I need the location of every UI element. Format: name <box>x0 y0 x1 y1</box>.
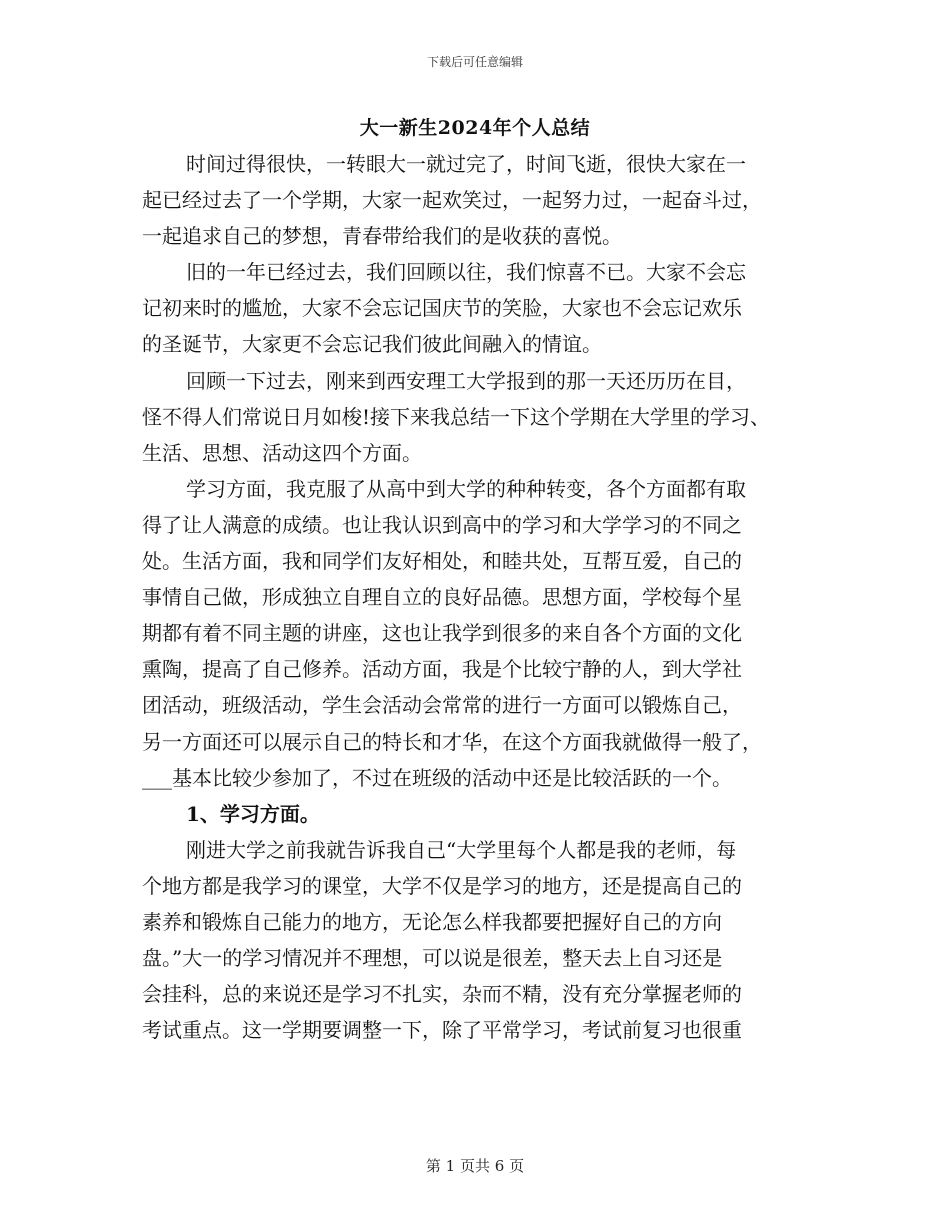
body-line: 旧的一年已经过去，我们回顾以往，我们惊喜不已。大家不会忘 <box>186 260 746 285</box>
body-line: 团活动，班级活动，学生会活动会常常的进行一方面可以锻炼自己， <box>142 693 742 718</box>
body-line: 处。生活方面，我和同学们友好相处，和睦共处，互帮互爱，自己的 <box>142 549 742 574</box>
body-line: 个地方都是我学习的课堂，大学不仅是学习的地方，还是提高自己的 <box>142 873 742 898</box>
body-line: 事情自己做，形成独立自理自立的良好品德。思想方面，学校每个星 <box>142 585 742 610</box>
document-title: 大一新生2024年个人总结 <box>359 117 591 139</box>
body-line: 会挂科，总的来说还是学习不扎实，杂而不精，没有充分掌握老师的 <box>142 982 742 1007</box>
document-body <box>142 146 842 1048</box>
body-line: 期都有着不同主题的讲座，这也让我学到很多的来自各个方面的文化 <box>142 621 742 646</box>
body-line: 回顾一下过去，刚来到西安理工大学报到的那一天还历历在目， <box>186 368 746 393</box>
body-line: 一起追求自己的梦想，青春带给我们的是收获的喜悦。 <box>142 224 622 249</box>
body-line: 怪不得人们常说日月如梭!接下来我总结一下这个学期在大学里的学习、 <box>142 404 771 429</box>
body-line: 刚进大学之前我就告诉我自己“大学里每个人都是我的老师，每 <box>186 837 737 862</box>
body-line: 考试重点。这一学期要调整一下，除了平常学习，考试前复习也很重 <box>142 1018 742 1043</box>
body-line: 盘。”大一的学习情况并不理想，可以说是很差，整天去上自习还是 <box>142 946 723 971</box>
body-line: 得了让人满意的成绩。也让我认识到高中的学习和大学学习的不同之 <box>142 512 742 537</box>
body-line: 时间过得很快，一转眼大一就过完了，时间飞逝，很快大家在一 <box>186 152 746 176</box>
body-line: 记初来时的尴尬，大家不会忘记国庆节的笑脸，大家也不会忘记欢乐 <box>142 296 742 321</box>
page-number: 第 1 页共 6 页 <box>425 1157 525 1175</box>
body-line: 另一方面还可以展示自己的特长和才华，在这个方面我就做得一般了， <box>142 729 762 754</box>
body-line: 学习方面，我克服了从高中到大学的种种转变，各个方面都有取 <box>186 476 746 501</box>
body-line: ___基本比较少参加了，不过在班级的活动中还是比较活跃的一个。 <box>142 765 732 790</box>
section-heading: 1、学习方面。 <box>186 801 320 826</box>
header-note: 下载后可任意编辑 <box>426 55 523 69</box>
body-line: 熏陶，提高了自己修养。活动方面，我是个比较宁静的人，到大学社 <box>142 657 742 682</box>
body-line: 素养和锻炼自己能力的地方，无论怎么样我都要把握好自己的方向 <box>142 909 722 934</box>
body-line: 起已经过去了一个学期，大家一起欢笑过，一起努力过，一起奋斗过， <box>142 188 762 213</box>
body-line: 生活、思想、活动这四个方面。 <box>142 440 422 465</box>
body-line: 的圣诞节，大家更不会忘记我们彼此间融入的情谊。 <box>142 332 602 357</box>
